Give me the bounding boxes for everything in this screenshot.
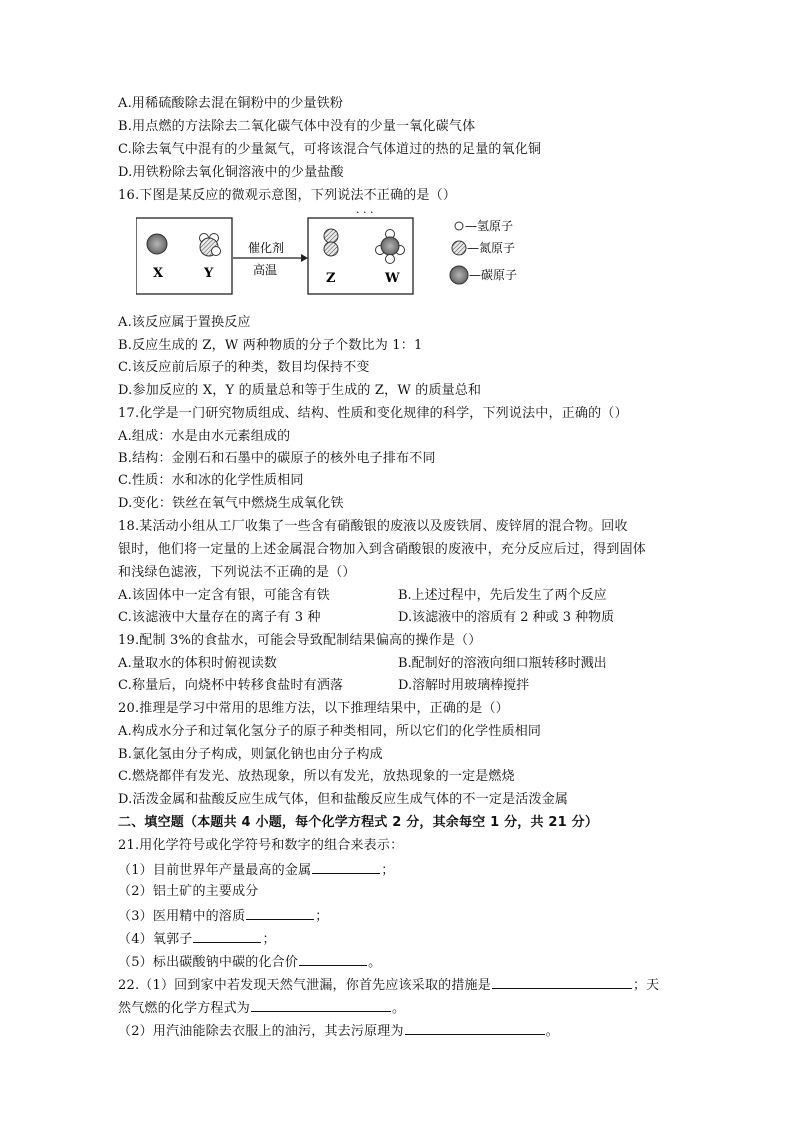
q15-option-a: A.用稀硫酸除去混在铜粉中的少量铁粉 [118,96,344,111]
q21-item-4-answer-blank[interactable] [193,929,261,943]
q21-item-4-end: ； [262,932,276,947]
q18-stem-line-1: 18.某活动小组从工厂收集了一些含有硝酸银的废液以及废铁屑、废锌屑的混合物。回收 [118,519,628,534]
q21-item-1-text: （1）目前世界年产量最高的金属 [118,863,312,878]
q18-stem-line-2: 银时，他们将一定量的上述金属混合物加入到含硝酸银的废液中，充分反应后过，得到固体 [118,542,647,557]
arrow-catalyst-label: 催化剂 [248,241,285,255]
legend-carbon: —碳原子 [469,268,518,282]
q19-option-d: D.溶解时用玻璃棒搅拌 [398,678,530,693]
q22-part-2-end: 。 [545,1024,559,1039]
reaction-diagram [136,210,546,300]
q18-option-b: B.上述过程中，先后发生了两个反应 [398,588,607,603]
z-molecule-n-atom-1 [324,229,338,243]
nitrogen-atom-legend-icon [452,241,466,255]
reaction-arrowhead [301,254,308,262]
carbon-atom-legend-icon [450,266,468,284]
w-molecule-h-atom-4 [386,255,395,264]
q20-option-c: C.燃烧都伴有发光、放热现象，所以有发光，放热现象的一定是燃烧 [118,769,515,784]
q18-option-d: D.该滤液中的溶质有 2 种或 3 种物质 [398,610,615,625]
q21-item-2 [118,883,258,901]
q19-stem: 19.配制 3%的食盐水，可能会导致配制结果偏高的操作是（） [118,633,482,648]
q21-item-5-end: 。 [368,955,382,970]
x-molecule-carbon-atom [147,234,167,254]
q20-stem: 20.推理是学习中常用的思维方法，以下推理结果中，正确的是（） [118,701,509,716]
q22-equation-text: 然气燃的化学方程式为 [118,1001,251,1016]
q21-item-5 [118,952,381,972]
q18-option-c: C.该滤液中大量存在的离子有 3 种 [118,610,321,625]
q18-stem-line-3: 和浅绿色滤液，下列说法不正确的是（） [118,565,356,580]
hydrogen-atom-legend-icon [455,222,463,230]
q21-item-3-end: ； [315,909,329,924]
q17-option-c: C.性质：水和冰的化学性质相同 [118,473,304,488]
q17-stem: 17.化学是一门研究物质组成、结构、性质和变化规律的科学，下列说法中，正确的（） [118,406,628,421]
q22-equation-answer-blank[interactable] [251,998,391,1012]
q17-option-d: D.变化：铁丝在氧气中燃烧生成氧化铁 [118,496,344,511]
q21-item-3-answer-blank[interactable] [246,906,314,920]
q16-option-b: B.反应生成的 Z，W 两种物质的分子个数比为 1：1 [118,338,423,353]
q17-option-b: B.结构：金刚石和石墨中的碳原子的核外电子排布不同 [118,451,436,466]
legend-hydrogen: —氢原子 [465,219,514,233]
q21-item-5-text: （5）标出碳酸钠中碳的化合价 [118,955,299,970]
z-molecule-n-atom-2 [324,242,338,256]
reactant-box [136,218,232,294]
product-dots: · · · [356,210,374,219]
q16-option-d: D.参加反应的 X，Y 的质量总和等于生成的 Z，W 的质量总和 [118,383,482,398]
z-label: Z [326,271,336,286]
q22-part-2 [118,1021,559,1041]
y-molecule-h-atom-3 [212,247,221,256]
q15-option-d: D.用铁粉除去氧化铜溶液中的少量盐酸 [118,165,344,180]
q21-item-1-answer-blank[interactable] [312,860,380,874]
section-2-heading: 二、填空题（本题共 4 小题，每个化学方程式 2 分，其余每空 1 分，共 21 分） [118,815,599,830]
x-label: X [153,266,164,281]
w-label: W [385,271,400,286]
q15-option-c: C.除去氧气中混有的少量氮气，可将该混合气体道过的热的足量的氧化铜 [118,142,542,157]
q21-stem: 21.用化学符号或化学符号和数字的组合来表示： [118,838,404,853]
arrow-condition-label: 高温 [253,263,278,277]
q15-option-b: B.用点燃的方法除去二氧化碳气体中没有的少量一氧化碳气体 [118,119,476,134]
q19-option-b: B.配制好的溶液向细口瓶转移时溅出 [398,656,607,671]
q21-item-3 [118,906,328,926]
q22-equation-end: 。 [392,1001,406,1016]
q22-part-1-text: 22.（1）回到家中若发现天然气泄漏，你首先应该采取的措施是 [118,978,491,993]
q22-part-1-line-2 [118,998,405,1018]
q21-item-4 [118,929,276,949]
q21-item-1-end: ； [381,863,395,878]
q19-option-a: A.量取水的体积时俯视读数 [118,656,278,671]
q20-option-d: D.活泼金属和盐酸反应生成气体，但和盐酸反应生成气体的不一定是活泼金属 [118,792,569,807]
q21-item-5-answer-blank[interactable] [299,952,367,966]
q22-measure-answer-blank[interactable] [492,975,632,989]
q22-principle-answer-blank[interactable] [405,1021,545,1035]
q22-part-2-text: （2）用汽油能除去衣服上的油污，其去污原理为 [118,1024,404,1039]
q19-option-c: C.称量后，向烧杯中转移食盐时有洒落 [118,678,344,693]
legend-nitrogen: —氮原子 [467,241,516,255]
q21-item-2-text: （2）铝土矿的主要成分 [118,884,259,899]
q21-item-1 [118,860,394,880]
q21-item-3-text: （3）医用精中的溶质 [118,909,246,924]
q22-part-1-text-cont: ；天 [632,978,660,993]
q16-option-c: C.该反应前后原子的种类，数目均保持不变 [118,360,370,375]
q18-option-a: A.该固体中一定含有银，可能含有铁 [118,588,330,603]
q20-option-b: B.氯化氢由分子构成，则氯化钠也由分子构成 [118,747,383,762]
q21-item-4-text: （4）氧郭子 [118,932,193,947]
q22-part-1-line-1 [118,975,659,995]
q16-stem: 16.下图是某反应的微观示意图，下列说法不正确的是（） [118,188,457,203]
q16-option-a: A.该反应属于置换反应 [118,315,251,330]
w-molecule-carbon-atom [381,237,399,255]
q20-option-a: A.构成水分子和过氧化氢分子的原子种类相同，所以它们的化学性质相同 [118,724,542,739]
q17-option-a: A.组成：水是由水元素组成的 [118,429,291,444]
y-label: Y [204,266,214,281]
